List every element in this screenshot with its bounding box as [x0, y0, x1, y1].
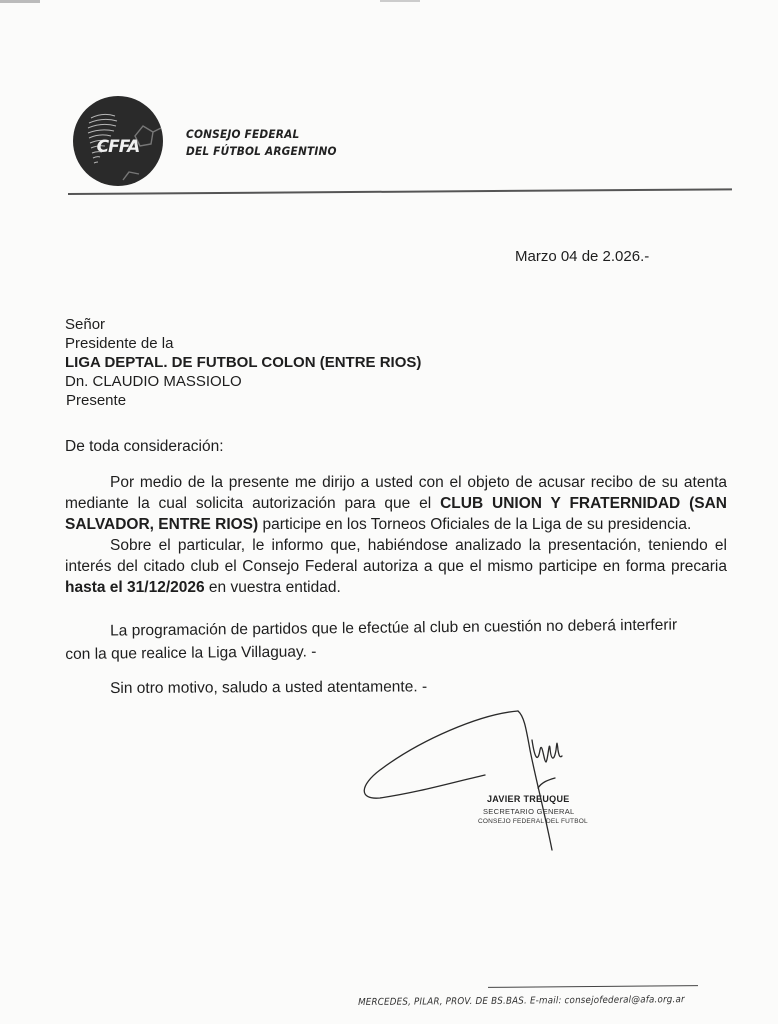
paragraph-1-text: Por medio de la presente me dirijo a usted con el objeto de acusar recibo de su atenta mediante la cual solicita autorización para que el: [65, 474, 727, 512]
header-divider: [68, 188, 732, 194]
recipient-institution: LIGA DEPTAL. DE FUTBOL COLON (ENTRE RIOS): [65, 354, 422, 371]
scan-edge: [0, 0, 40, 3]
letter-body: [65, 472, 727, 598]
paragraph-1-text-end: participe en los Torneos Oficiales de la Liga de su presidencia.: [258, 516, 692, 533]
signatory-title: SECRETARIO GENERAL: [483, 807, 575, 816]
recipient-salutation: Señor: [65, 316, 106, 333]
org-name-line-1: CONSEJO FEDERAL: [186, 127, 300, 141]
signatory-name: JAVIER TREUQUE: [487, 794, 570, 804]
paragraph-3-line-2: con la que realice la Liga Villaguay. -: [65, 643, 317, 663]
recipient-block: [65, 315, 421, 410]
paragraph-3: [65, 613, 727, 666]
recipient-title: Presidente de la: [65, 335, 174, 352]
signatory-organization: CONSEJO FEDERAL DEL FUTBOL: [478, 818, 588, 825]
recipient-name: Dn. CLAUDIO MASSIOLO: [65, 373, 242, 390]
footer-divider: [488, 985, 698, 988]
svg-text:CFFA: CFFA: [96, 137, 140, 157]
letter-date: Marzo 04 de 2.026.-: [515, 248, 650, 265]
paragraph-3-line-1: La programación de partidos que le efectúe al club en cuestión no deberá interferir: [110, 616, 678, 640]
org-name-line-2: DEL FÚTBOL ARGENTINO: [186, 144, 337, 158]
closing-line: Sin otro motivo, saludo a usted atentamente. -: [110, 678, 428, 697]
greeting: De toda consideración:: [65, 438, 224, 455]
recipient-presente: Presente: [66, 392, 127, 409]
paragraph-2-text-end: en vuestra entidad.: [204, 579, 341, 596]
authorization-deadline: hasta el 31/12/2026: [65, 579, 205, 596]
cffa-logo-icon: [73, 96, 163, 186]
handwritten-signature-icon: [360, 700, 660, 860]
organization-name: [186, 126, 337, 160]
paragraph-2: [65, 535, 727, 598]
footer-address: MERCEDES, PILAR, PROV. DE BS.BAS. E-mail: consejofederal@afa.org.ar: [358, 994, 685, 1008]
club-name: CLUB UNION Y FRATERNIDAD (SAN SALVADOR, ENTRE RIOS): [65, 495, 727, 533]
scan-edge: [380, 0, 420, 2]
paragraph-2-text: Sobre el particular, le informo que, habiéndose analizado la presentación, teniendo el interés del citado club el Consejo Federal autoriza a que el mismo participe en forma precaria: [65, 537, 727, 575]
paragraph-1: [65, 472, 727, 535]
